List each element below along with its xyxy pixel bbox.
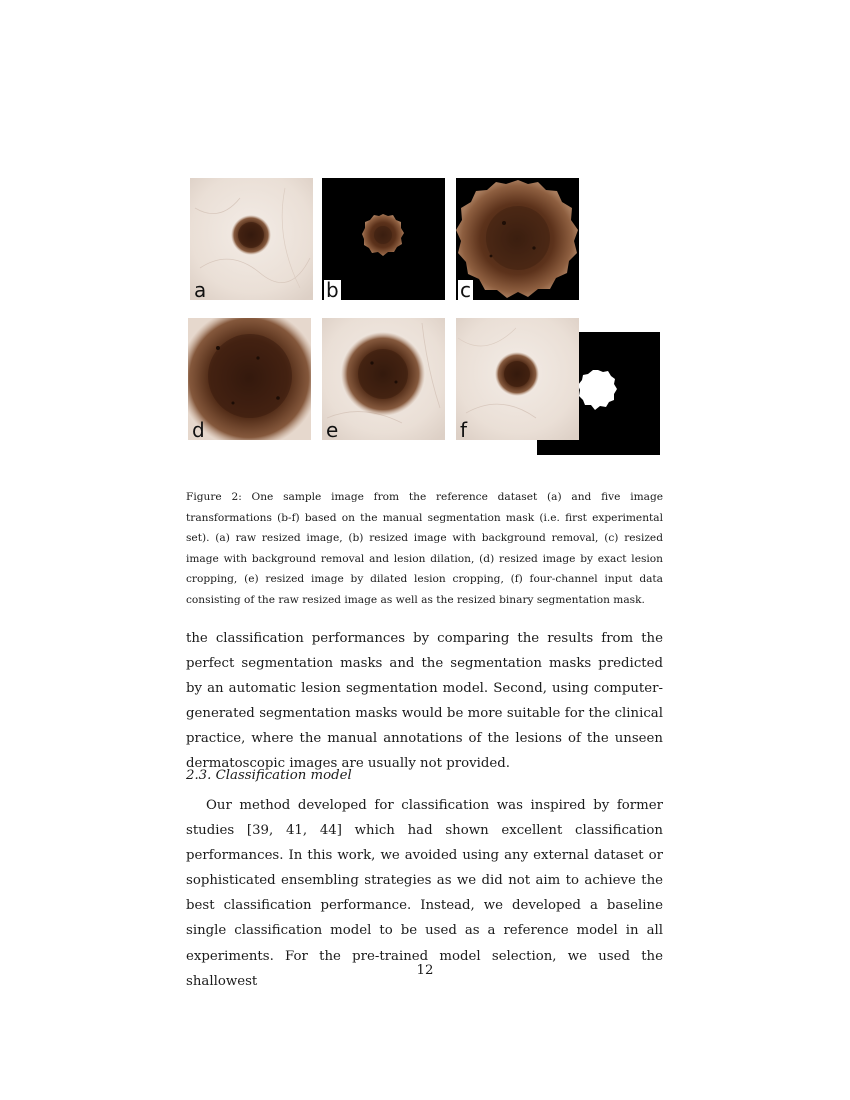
figure-caption-text: Figure 2: One sample image from the reference dataset (a) and five image transformations (b-f) based on the manual segmentation mask (i.e. first experimental set). (a) raw resized image, (b) resized image with background removal, (c) resized image with background removal and lesion dilation, (d) resized image by exact lesion cropping, (e) resized image by dilated lesion cropping, (f) four-channel input data consisting of the raw resized image as well as the resized binary segmentation mask. bbox=[186, 491, 663, 606]
figure-panel-c bbox=[456, 178, 579, 300]
panel-label-b: b bbox=[326, 278, 339, 300]
dilated-crop-image bbox=[322, 318, 445, 440]
panel-label-c: c bbox=[460, 278, 471, 300]
section-heading: 2.3. Classification model bbox=[186, 768, 352, 783]
panel-label-e: e bbox=[326, 418, 339, 440]
dilated-lesion-image bbox=[456, 178, 579, 300]
paragraph-2-text: Our method developed for classification was inspired by former studies [39, 41, 44] which had shown excellent classification performances. In this work, we avoided using any external dataset or sophisticated ensembling strategies as we did not aim to achieve the best classification performance. Instead, we developed a baseline single classification model to be used as a reference model in all experiments. For the pre-trained model selection, we used the shallowest bbox=[186, 798, 663, 989]
raw-resized-image bbox=[190, 178, 313, 300]
figure-panel-d bbox=[188, 318, 311, 440]
figure-panel-a bbox=[190, 178, 313, 300]
body-paragraph-1 bbox=[186, 626, 663, 777]
page-number: 12 bbox=[416, 963, 434, 978]
figure-caption bbox=[186, 487, 663, 610]
raw-image-channel bbox=[456, 318, 579, 440]
paragraph-1-text: the classification performances by comparing the results from the perfect segmentation masks and the segmentation masks predicted by an automatic lesion segmentation model. Second, using computer-generated segmentation masks would be more suitable for the clinical practice, where the manual annotations of the lesions of the unseen dermatoscopic images are usually not provided. bbox=[186, 631, 663, 772]
figure-panel-f bbox=[456, 318, 579, 440]
figure-panel-b bbox=[322, 178, 445, 300]
panel-label-a: a bbox=[194, 278, 207, 300]
figure-panel-e bbox=[322, 318, 445, 440]
panel-label-f: f bbox=[460, 418, 468, 440]
panel-label-d: d bbox=[192, 418, 205, 440]
